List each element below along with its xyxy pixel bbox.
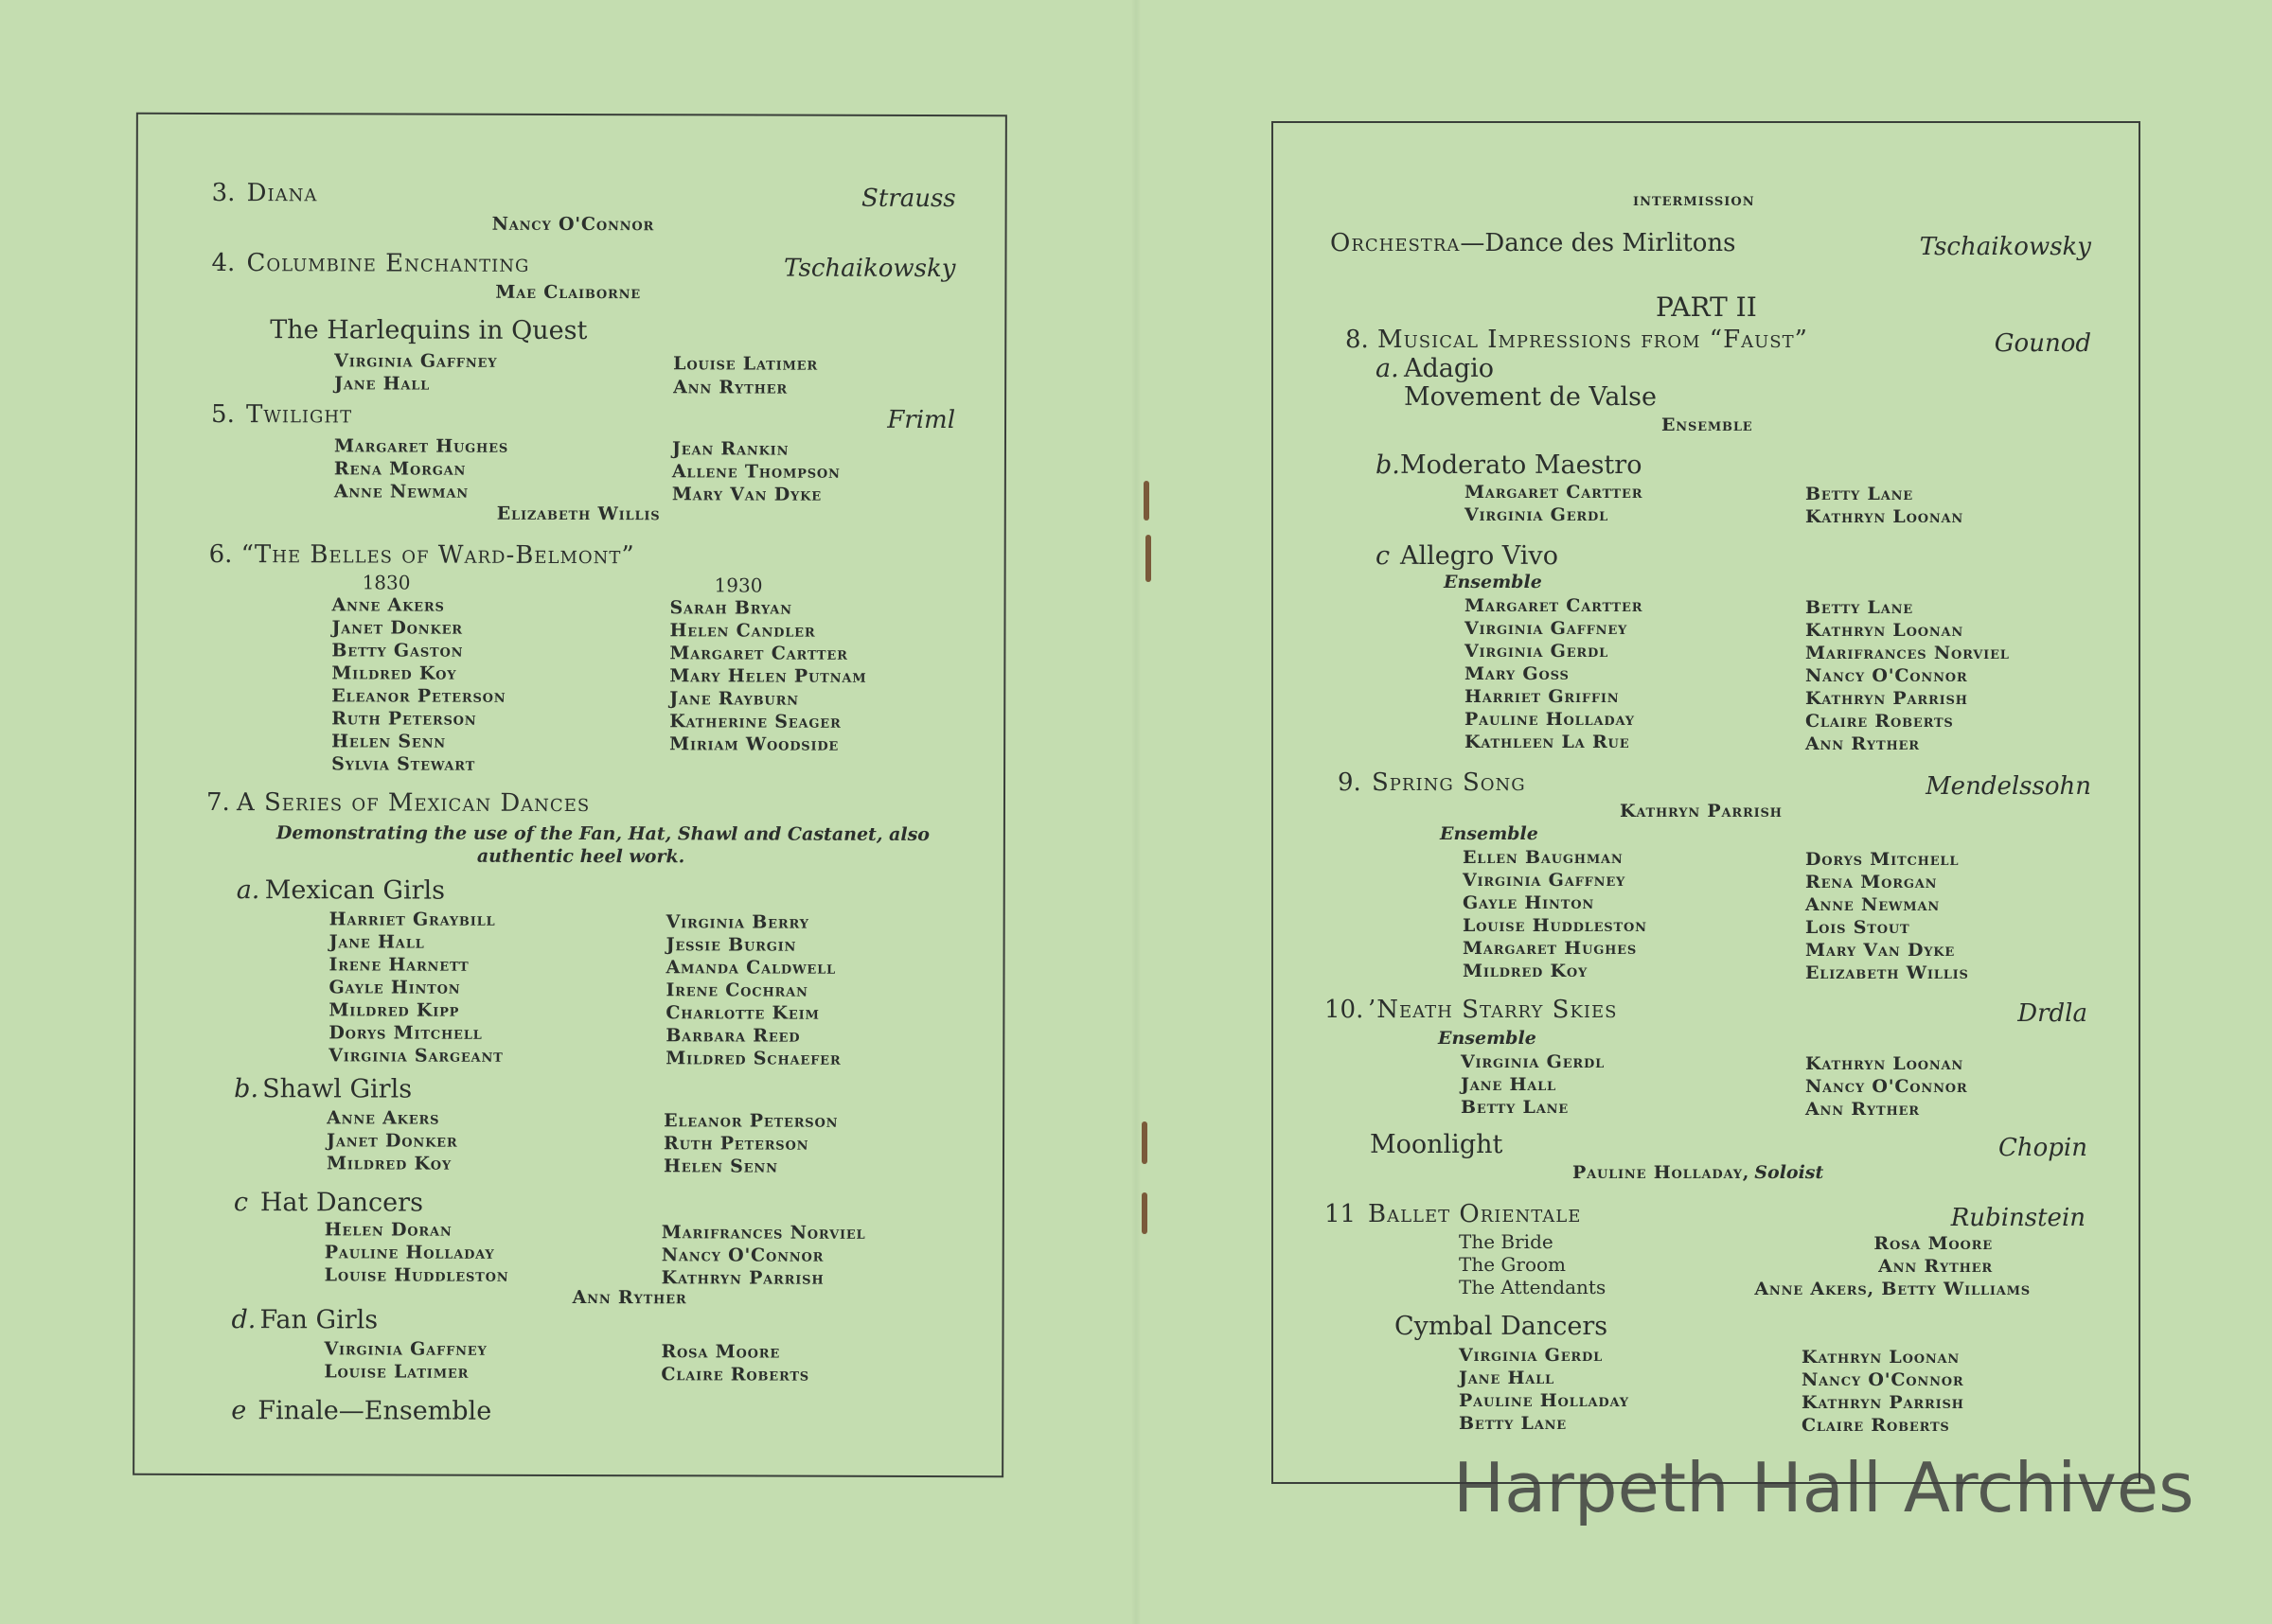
item-number: 4. <box>211 249 236 278</box>
cast-col2 <box>1805 483 1963 528</box>
cast-name: Virginia Gaffney <box>324 1338 488 1360</box>
cast-name: Virginia Sargeant <box>328 1045 504 1067</box>
cast-name: Jessie Burgin <box>666 934 797 956</box>
item-number: 11 <box>1324 1200 1357 1228</box>
cast-name: Pauline Holladay <box>1459 1390 1629 1411</box>
cast-name: Mary Helen Putnam <box>669 665 867 687</box>
staple-bottom-2 <box>1142 1192 1147 1234</box>
sub-letter: c <box>233 1188 249 1218</box>
item-composer: Tschaikowsky <box>784 254 956 284</box>
cast-name: Pauline Holladay <box>324 1242 495 1263</box>
cast-name: Ruth Peterson <box>664 1133 809 1155</box>
cast-name: Mary Van Dyke <box>1805 940 1956 961</box>
cast-name: Nancy O'Connor <box>1805 1076 1968 1097</box>
item-composer: Rubinstein <box>1950 1204 2086 1232</box>
subtitle: The Harlequins in Quest <box>270 315 588 346</box>
cast-name: Mildred Schaefer <box>666 1048 842 1069</box>
cast-name: Kathryn Loonan <box>1805 1053 1964 1074</box>
cast-name: Miriam Woodside <box>669 733 840 755</box>
ensemble-label: Ensemble <box>1440 823 1538 844</box>
cast-name: Rena Morgan <box>1805 872 1938 892</box>
item-number: 3. <box>211 179 236 208</box>
cast-name: Eleanor Peterson <box>664 1110 839 1132</box>
cast-col1 <box>328 908 504 1067</box>
item-number: 5. <box>211 400 235 430</box>
archive-watermark: Harpeth Hall Archives <box>1453 1448 2194 1527</box>
cast-name: Elizabeth Willis <box>1805 962 1969 983</box>
subtitle: Shawl Girls <box>262 1074 413 1104</box>
sub-letter: d. <box>231 1305 257 1335</box>
cast-name: Betty Lane <box>1805 484 1913 504</box>
item-number: 9. <box>1338 768 1361 797</box>
cast-name: Rosa Moore <box>1873 1233 1993 1254</box>
item-composer: Drdla <box>2017 999 2087 1028</box>
item-composer: Mendelssohn <box>1926 772 2091 801</box>
cast-name: Louise Huddleston <box>1463 915 1647 936</box>
cast-name: Betty Lane <box>1461 1097 1569 1118</box>
right-program-page <box>1271 121 2140 1484</box>
subtitle: Hat Dancers <box>259 1188 423 1218</box>
cast-name: Ellen Baughman <box>1463 847 1624 868</box>
year-label: 1830 <box>362 571 411 594</box>
item-composer: Tschaikowsky <box>1919 233 2091 261</box>
cast-name: Helen Candler <box>669 620 816 642</box>
cast-name: Nancy O'Connor <box>1805 665 1968 686</box>
cast-name: Virginia Berry <box>666 911 809 933</box>
cast-name: Charlotte Keim <box>666 1002 820 1024</box>
cast-col1 <box>327 1106 458 1174</box>
cast-name: Helen Doran <box>324 1219 453 1241</box>
role-name: The Groom <box>1459 1253 1566 1276</box>
cast-name: Anne Akers <box>327 1107 440 1129</box>
role-name: The Attendants <box>1459 1276 1606 1298</box>
item-title: “The Belles of Ward-Belmont” <box>240 540 635 571</box>
cast-name: Virginia Gaffney <box>1464 618 1628 639</box>
cast-name: Sarah Bryan <box>669 597 792 619</box>
item-title: Spring Song <box>1372 768 1526 797</box>
cast-name: Irene Harnett <box>328 954 470 976</box>
subtitle: Moderato Maestro <box>1400 450 1642 480</box>
center-fold <box>1131 0 1141 1624</box>
cast-name: Mary Goss <box>1464 663 1570 684</box>
cast-col2 <box>664 1109 838 1177</box>
cast-name: Helen Senn <box>663 1156 778 1177</box>
cast-name: Jane Hall <box>1461 1074 1557 1095</box>
performer: Kathryn Parrish <box>1620 801 1783 821</box>
cast-name: Ann Ryther <box>1805 1099 1920 1120</box>
cast-name: Lois Stout <box>1805 917 1910 938</box>
cast-name: Marifrances Norviel <box>661 1222 866 1244</box>
subtitle: Fan Girls <box>259 1305 379 1335</box>
item-number: 8. <box>1345 326 1369 354</box>
cast-name: Mildred Koy <box>326 1153 453 1174</box>
cast-name: Betty Lane <box>1805 597 1913 618</box>
cast-col1 <box>1459 1344 1629 1435</box>
cast-name: Claire Roberts <box>1802 1415 1950 1436</box>
staple-top-2 <box>1145 535 1151 582</box>
cast-name: Jane Rayburn <box>669 688 799 710</box>
cast-name: Allene Thompson <box>671 461 841 483</box>
cast-name: Sylvia Stewart <box>331 753 476 775</box>
cast-name: Jean Rankin <box>671 438 790 460</box>
cast-name: Mildred Kipp <box>328 999 460 1021</box>
cast-name: Margaret Hughes <box>333 435 509 457</box>
year-label: 1930 <box>714 574 763 597</box>
cast-col2 <box>1805 848 1969 984</box>
cast-name: Claire Roberts <box>1805 711 1954 732</box>
sub-letter: c <box>1376 541 1391 571</box>
item-composer: Chopin <box>1998 1134 2087 1162</box>
subtitle: Finale—Ensemble <box>257 1396 492 1426</box>
cast-name: Kathryn Parrish <box>1805 688 1968 709</box>
cast-col2 <box>1802 1346 1964 1437</box>
cast-name: Ann Ryther <box>1878 1256 1993 1277</box>
cast-col1 <box>324 1337 487 1383</box>
intermission-label: intermission <box>1633 189 1755 210</box>
cast-name: Louise Latimer <box>673 353 819 375</box>
cast-name: Kathryn Loonan <box>1805 506 1964 527</box>
item-composer: Gounod <box>1994 329 2091 358</box>
staple-bottom <box>1142 1121 1147 1164</box>
cast-name: Jane Hall <box>1459 1368 1555 1388</box>
item-note: authentic heel work. <box>476 845 685 868</box>
cast-col1 <box>1464 594 1642 753</box>
sub-letter: b. <box>1376 450 1400 480</box>
subtitle: Cymbal Dancers <box>1394 1312 1608 1341</box>
cast-col2 <box>669 596 867 756</box>
subtitle: Movement de Valse <box>1404 382 1657 412</box>
cast-name: Amanda Caldwell <box>666 957 837 979</box>
role-cast <box>1754 1232 2031 1300</box>
cast-name: Kathryn Loonan <box>1802 1347 1961 1368</box>
cast-col1 <box>1461 1050 1605 1119</box>
cast-name: Harriet Graybill <box>328 909 496 930</box>
sub-letter: a. <box>236 875 260 906</box>
cast-col1 <box>1464 481 1642 526</box>
cast-name: Ann Ryther <box>673 377 789 398</box>
item-title: ’Neath Starry Skies <box>1368 996 1618 1024</box>
item-title: Musical Impressions from “Faust” <box>1377 326 1808 354</box>
cast-name: Rosa Moore <box>661 1341 781 1363</box>
performer: Nancy O'Connor <box>491 213 655 236</box>
performer: Elizabeth Willis <box>496 503 661 525</box>
cast-name: Janet Donker <box>331 617 463 639</box>
cast-name: Kathryn Parrish <box>661 1267 825 1289</box>
cast-name: Kathryn Parrish <box>1802 1392 1964 1413</box>
part-heading: PART II <box>1656 291 1757 323</box>
item-title: A Series of Mexican Dances <box>236 788 591 819</box>
role-name: The Bride <box>1459 1230 1553 1253</box>
left-program-page <box>133 113 1007 1477</box>
cast-name: Anne Akers, Betty Williams <box>1754 1279 2031 1299</box>
cast-name: Dorys Mitchell <box>1805 849 1960 870</box>
cast-name: Virginia Gerdl <box>1464 641 1609 662</box>
cast-name: Kathryn Loonan <box>1805 620 1964 641</box>
cast-col2 <box>661 1340 809 1386</box>
cast-name: Jane Hall <box>334 373 431 395</box>
cast-name: Irene Cochran <box>666 980 808 1001</box>
cast-name: Virginia Gaffney <box>1463 870 1626 891</box>
soloist-name: Pauline Holladay, <box>1572 1162 1750 1183</box>
cast-col2 <box>1805 1052 1968 1121</box>
cast-col2 <box>673 352 818 399</box>
cast-name: Margaret Cartter <box>669 643 848 664</box>
cast-name: Eleanor Peterson <box>331 685 506 707</box>
cast-col1 <box>334 434 508 503</box>
item-number: 7. <box>205 787 230 818</box>
orchestra-label: Orchestra <box>1330 229 1461 257</box>
cast-col2 <box>672 437 841 505</box>
item-title: Diana <box>246 179 318 208</box>
cast-col1 <box>331 593 506 775</box>
performer: Ann Ryther <box>572 1287 687 1309</box>
cast-name: Virginia Gerdl <box>1459 1345 1604 1366</box>
cast-col2 <box>666 910 842 1069</box>
cast-name: Gayle Hinton <box>1463 892 1595 913</box>
cast-name: Virginia Gaffney <box>334 350 498 372</box>
cast-name: Harriet Griffin <box>1464 686 1620 707</box>
cast-name: Mary Van Dyke <box>671 484 822 505</box>
cast-name: Mildred Koy <box>1463 961 1589 981</box>
cast-name: Margaret Cartter <box>1464 595 1643 616</box>
cast-name: Katherine Seager <box>669 711 842 733</box>
subtitle: Moonlight <box>1370 1130 1503 1159</box>
staple-top <box>1144 481 1149 521</box>
cast-name: Jane Hall <box>328 931 425 953</box>
item-number: 10. <box>1324 996 1364 1024</box>
performer: Ensemble <box>1661 415 1753 435</box>
cast-name: Margaret Hughes <box>1463 938 1638 959</box>
cast-name: Barbara Reed <box>666 1025 801 1047</box>
sub-letter: a. <box>1376 354 1399 383</box>
sub-letter: e <box>231 1396 247 1426</box>
cast-name: Marifrances Norviel <box>1805 643 2010 663</box>
cast-name: Virginia Gerdl <box>1461 1051 1606 1072</box>
performer: Mae Claiborne <box>495 281 642 304</box>
cast-name: Anne Newman <box>1805 894 1941 915</box>
cast-name: Dorys Mitchell <box>328 1022 483 1044</box>
cast-name: Pauline Holladay <box>1464 709 1635 730</box>
ensemble-label: Ensemble <box>1444 572 1542 592</box>
ensemble-label: Ensemble <box>1438 1028 1536 1049</box>
cast-name: Mildred Koy <box>331 662 457 684</box>
cast-name: Ruth Peterson <box>331 708 477 730</box>
role-list <box>1459 1230 1606 1298</box>
cast-name: Nancy O'Connor <box>661 1244 825 1266</box>
item-composer: Strauss <box>861 184 956 214</box>
orchestra-line <box>1330 229 1736 257</box>
cast-name: Louise Latimer <box>324 1361 470 1383</box>
cast-name: Betty Gaston <box>331 640 464 662</box>
item-composer: Friml <box>887 405 956 435</box>
cast-name: Betty Lane <box>1459 1413 1567 1434</box>
cast-name: Gayle Hinton <box>328 977 461 998</box>
sub-letter: b. <box>234 1074 259 1104</box>
cast-name: Janet Donker <box>327 1130 458 1152</box>
cast-name: Margaret Cartter <box>1464 482 1643 503</box>
cast-name: Virginia Gerdl <box>1464 504 1609 525</box>
item-title: Columbine Enchanting <box>246 249 530 278</box>
cast-name: Louise Huddleston <box>324 1264 509 1286</box>
item-number: 6. <box>208 540 233 570</box>
item-note: Demonstrating the use of the Fan, Hat, Shawl and Castanet, also <box>275 822 930 845</box>
cast-col1 <box>1463 846 1647 982</box>
item-title: Ballet Orientale <box>1368 1200 1582 1228</box>
subtitle: Adagio <box>1404 354 1495 383</box>
cast-col1 <box>334 349 497 395</box>
cast-name: Nancy O'Connor <box>1802 1369 1964 1390</box>
cast-name: Kathleen La Rue <box>1464 732 1630 752</box>
subtitle: Mexican Girls <box>264 875 446 906</box>
orchestra-title: —Dance des Mirlitons <box>1460 229 1736 257</box>
subtitle: Allegro Vivo <box>1400 541 1558 571</box>
cast-name: Ann Ryther <box>1805 733 1920 754</box>
cast-col2 <box>1805 596 2010 755</box>
cast-name: Anne Newman <box>333 481 469 503</box>
cast-col2 <box>662 1221 866 1290</box>
soloist-line <box>1572 1162 1823 1183</box>
cast-col1 <box>325 1218 509 1287</box>
cast-name: Helen Senn <box>331 731 446 752</box>
cast-name: Claire Roberts <box>661 1364 810 1386</box>
item-title: Twilight <box>246 400 353 430</box>
cast-name: Anne Akers <box>331 594 445 616</box>
cast-name: Rena Morgan <box>333 458 467 480</box>
soloist-role: Soloist <box>1754 1162 1824 1183</box>
